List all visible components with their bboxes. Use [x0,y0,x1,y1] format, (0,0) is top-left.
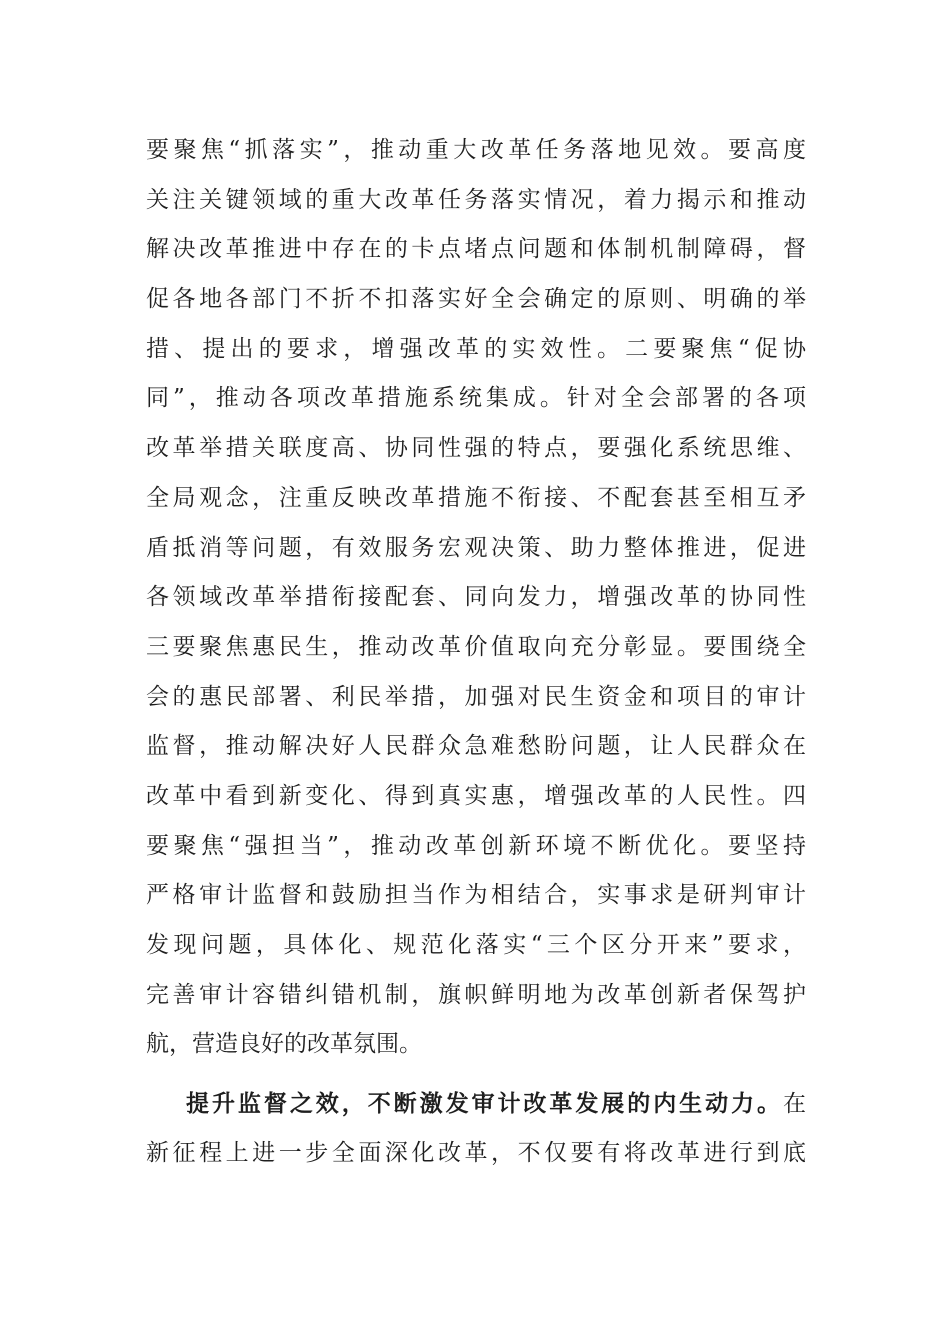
text-line: 三要聚焦惠民生，推动改革价值取向充分彰显。要围绕全 [146,633,806,660]
text-line: 发现问题，具体化、规范化落实“三个区分开来”要求， [146,932,806,958]
text-line [146,1079,806,1129]
text-line: 促各地各部门不折不扣落实好全会确定的原则、明确的举 [146,286,806,313]
text-line: 措、提出的要求，增强改革的实效性。二要聚焦“促协 [146,335,806,362]
text-line: 要聚焦“抓落实”，推动重大改革任务落地见效。要高度 [146,137,806,163]
text-line: 完善审计容错纠错机制，旗帜鲜明地为改革创新者保驾护 [146,981,806,1008]
text-line: 全局观念，注重反映改革措施不衔接、不配套甚至相互矛 [146,484,806,511]
body-text [146,126,806,1178]
text-line: 航，营造良好的改革氛围。 [146,1031,422,1058]
text-line: 同”，推动各项改革措施系统集成。针对全会部署的各项 [146,385,806,412]
text-line: 监督，推动解决好人民群众急难愁盼问题，让人民群众在 [146,733,806,760]
text-line: 关注关键领域的重大改革任务落实情况，着力揭示和推动 [146,186,806,213]
text-line: 新征程上进一步全面深化改革，不仅要有将改革进行到底 [146,1139,806,1166]
text-line: 要聚焦“强担当”，推动改革创新环境不断优化。要坚持 [146,832,806,859]
text-line: 改革举措关联度高、协同性强的特点，要强化系统思维、 [146,435,806,462]
paragraph-supervision-effect [146,1079,806,1178]
text-line: 会的惠民部署、利民举措，加强对民生资金和项目的审计 [146,683,806,710]
text-run: 在 [783,1091,806,1118]
text-line: 盾抵消等问题，有效服务宏观决策、助力整体推进，促进 [146,534,806,561]
paragraph-spacer [146,1070,806,1079]
paragraph-reform-focus [146,126,806,1070]
text-line: 各领域改革举措衔接配套、同向发力，增强改革的协同性 [146,584,806,611]
paragraph-heading: 提升监督之效，不断激发审计改革发展的内生动力。 [186,1090,783,1118]
text-line: 改革中看到新变化、得到真实惠，增强改革的人民性。四 [146,782,806,809]
text-line: 严格审计监督和鼓励担当作为相结合，实事求是研判审计 [146,882,806,909]
text-line: 解决改革推进中存在的卡点堵点问题和体制机制障碍，督 [146,236,806,263]
